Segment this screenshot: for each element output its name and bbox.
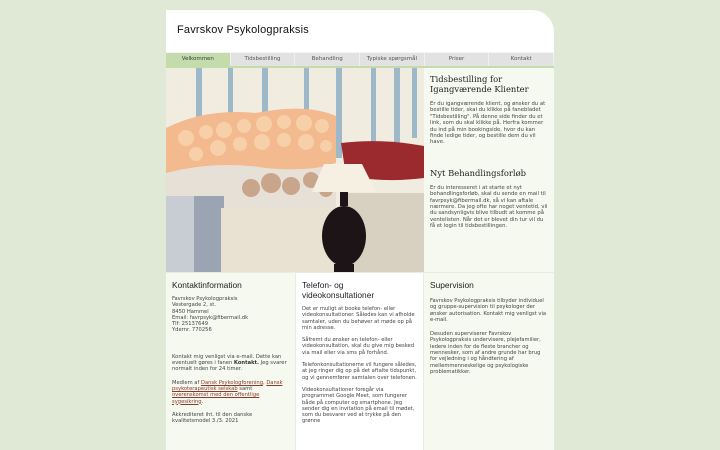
- address-line: 8450 Hammel: [172, 308, 209, 315]
- supervision-column: [424, 273, 554, 450]
- contact-address: [172, 296, 289, 334]
- sidebar: [424, 68, 554, 272]
- nav-item-tidsbestilling[interactable]: Tidsbestilling: [231, 53, 296, 66]
- membership-mid: samt: [237, 385, 253, 392]
- address-line: Tlf: 25137649: [172, 321, 209, 328]
- address-line: Favrskov Psykologpraksis: [172, 296, 238, 302]
- contact-note: [172, 354, 289, 373]
- site-container: [166, 10, 554, 450]
- supervision-heading: Supervision: [430, 280, 474, 290]
- link-overenskomst[interactable]: overenskomst med den offentlige sygesikring: [172, 392, 260, 405]
- video-heading: Telefon- og videokonsultationer: [302, 280, 375, 300]
- video-paragraph: Videokonsultationer foregår via programmet Google Meet, som fungerer både på computer og smartphone. Jeg sender dig en invitation på email til mødet, som du besvarer ved at trykke på den grønne: [302, 386, 415, 425]
- contact-note-text: Kontakt mig venligst via e-mail. Dette kan eventuelt gøres i fanen: [172, 353, 282, 367]
- video-paragraph: Det er muligt at booke telefon- eller videokonsultationer. Således kan vi afholde samtaler, uden du behøver at møde op på min adresse.: [302, 306, 415, 331]
- membership-suffix: .: [201, 398, 204, 405]
- site-header: [166, 10, 554, 52]
- video-column: [295, 273, 424, 450]
- contact-link-bold[interactable]: Kontakt.: [233, 360, 259, 367]
- sidebar-text-nyt-forloeb: Er du interesseret i at starte et nyt behandlingsforløb, skal du sende en mail til favrpsyk@fibermail.dk, så vi kan aftale nærmere. Da jeg ofte har noget ventetid, vil du sandsynligvis blive tilbudt at komme på ventelisten. Når det er blevet din tur vil du få et login til tidsbestillingen.: [430, 184, 548, 230]
- video-paragraph: Såfremt du ønsker en telefon- eller videokonsultation, skal du give mig besked via mail eller via sms på forhånd.: [302, 337, 415, 356]
- link-dansk-psykologforening[interactable]: Dansk Psykologforening: [200, 379, 263, 386]
- supervision-paragraph: Favrskov Psykologpraksis tilbyder individuel og gruppe-supervision til psykologer der ønsker autorisation. Kontakt mig venligst via e-mail.: [430, 298, 547, 323]
- address-line: Ydernr. 770256: [172, 327, 212, 334]
- membership-text: Medlem af Dansk Psykologforening, Dansk psykoterapeutisk selskab samt overenskomst med den offentlige sygesikring.: [172, 379, 283, 405]
- supervision-paragraph: Desuden superviserer Favrskov Psykologpraksis undervisere, plejefamilier, ledere inden for de fleste brancher og mennesker, som af andre grunde har brug for vejledning i og håndtering af mellemmenneskelige og psykologiske problematikker.: [430, 331, 541, 375]
- address-line: Email: favrpsyk@fibermail.dk: [172, 314, 249, 321]
- sidebar-heading-tidsbestilling: Tidsbestilling for Igangværende Klienter: [430, 74, 529, 94]
- site-title[interactable]: Favrskov Psykologpraksis: [177, 24, 309, 36]
- lower-section: [166, 272, 554, 450]
- main-nav: [166, 52, 554, 66]
- hero-painting-illustration: [166, 68, 424, 272]
- contact-column: [166, 273, 295, 450]
- nav-item-priser[interactable]: Priser: [425, 53, 490, 66]
- nav-item-behandling[interactable]: Behandling: [295, 53, 360, 66]
- contact-note-text: Jeg svarer normalt inden for 24 timer.: [172, 360, 287, 373]
- accreditation-text: Akkrediteret iht. til den danske kvalitetsmodel 3./3. 2021: [172, 411, 253, 425]
- nav-item-kontakt[interactable]: Kontakt: [489, 53, 554, 66]
- video-paragraph: Telefonkonsultationerne vil fungere således, at jeg ringer dig op på det aftalte tidspunkt, og vi gennemfører samtalen over telefonen.: [302, 362, 417, 381]
- sidebar-text-tidsbestilling: Er du igangværende klient, og ønsker du at bestille tider, skal du klikke på fanebladet "Tidsbestilling". På denne side finder du et link, som du skal klikke på. Herfra kommer du ind på min bookingside, hvor du kan finde ledige tider, og bestille dem du vil have.: [430, 101, 546, 146]
- membership-prefix: Medlem af: [172, 379, 201, 386]
- link-dansk-psykoterapeutisk-selskab[interactable]: Dansk psykoterapeutisk selskab: [172, 379, 283, 392]
- nav-item-velkommen[interactable]: Velkommen: [166, 53, 231, 66]
- hero-image: [166, 68, 424, 272]
- sidebar-heading-nyt-forloeb: Nyt Behandlingsforløb: [430, 167, 526, 178]
- address-line: Vestergade 2, st.: [172, 302, 216, 309]
- nav-item-typiske-spoergsmaal[interactable]: Typiske spørgsmål: [360, 53, 425, 66]
- upper-section: [166, 68, 554, 272]
- contact-heading: Kontaktinformation: [172, 280, 242, 290]
